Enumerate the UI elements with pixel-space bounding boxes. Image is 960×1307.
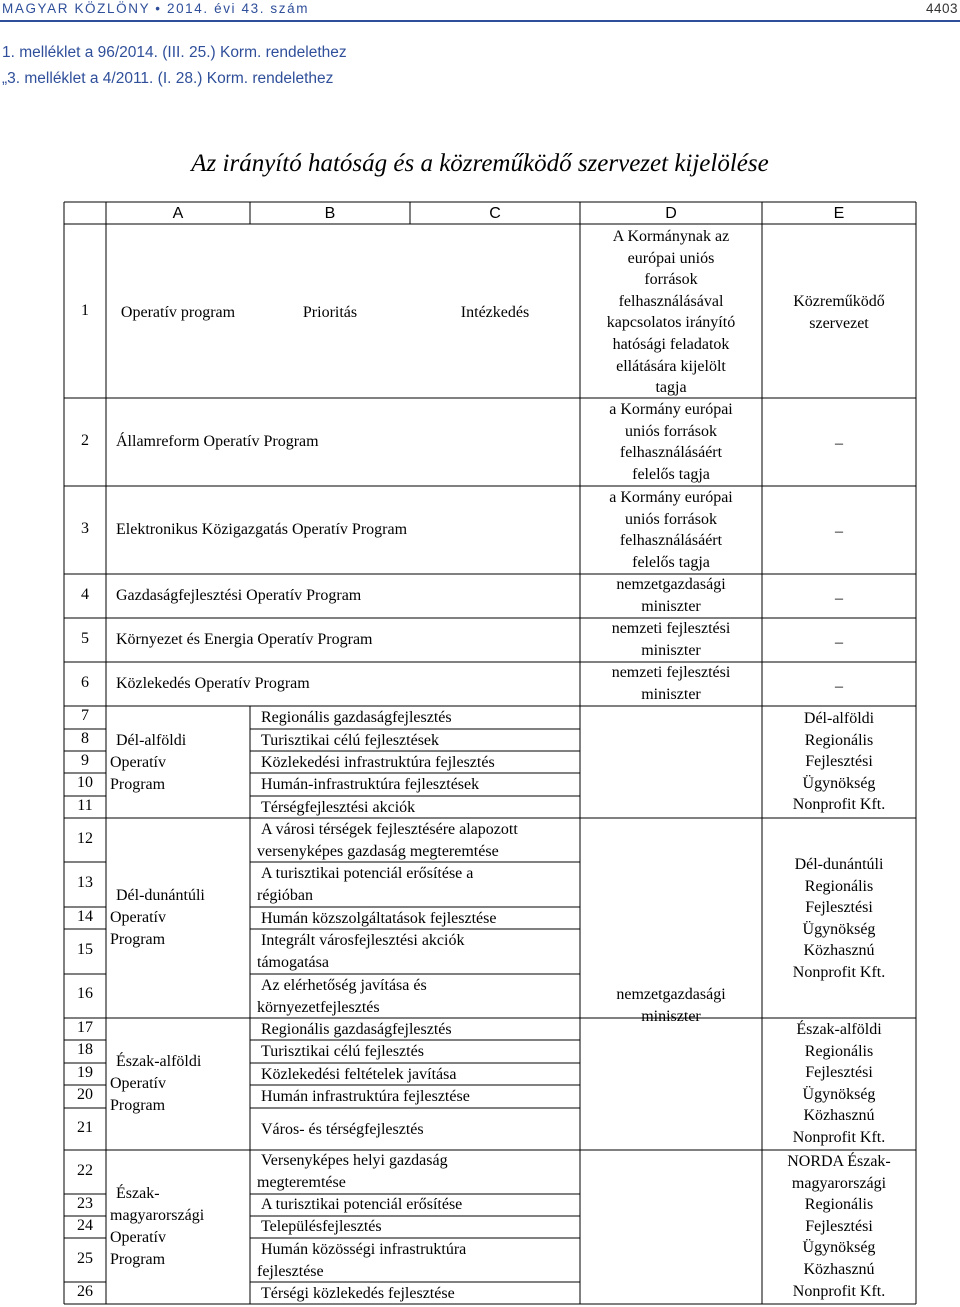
program-line: Észak-: [116, 1185, 160, 1202]
priority-cell: Humán-infrastruktúra fejlesztések: [261, 776, 480, 793]
row-number: 9: [81, 752, 89, 769]
program-line: Operatív: [110, 909, 166, 926]
agency-line: Nonprofit Kft.: [792, 963, 886, 981]
responsible-line: miniszter: [641, 597, 701, 615]
column-letter-b: B: [324, 205, 336, 222]
row-number: 7: [81, 707, 89, 724]
priority-line: versenyképes gazdaság megteremtése: [257, 843, 499, 860]
row-number: 1: [81, 302, 89, 319]
row-number: 17: [77, 1019, 93, 1036]
agency-line: Regionális: [804, 1042, 874, 1060]
priority-cell: Térségi közlekedés fejlesztése: [261, 1285, 455, 1302]
agency-line: Fejlesztési: [805, 753, 873, 771]
intermediate-body: –: [835, 435, 843, 452]
row-number: 6: [81, 674, 89, 691]
priority-cell: [257, 930, 465, 974]
annex-note-2: „3. melléklet a 4/2011. (I. 28.) Korm. rendelethez: [2, 70, 334, 87]
row-number: 10: [77, 774, 93, 791]
priority-cell: Város- és térségfejlesztés: [261, 1121, 424, 1138]
page-number: 4403: [925, 1, 958, 16]
program-line: Operatív: [110, 754, 166, 771]
row-number: 26: [77, 1283, 93, 1300]
priority-cell: Térségfejlesztési akciók: [261, 799, 416, 816]
program-line: Észak-alföldi: [116, 1053, 202, 1070]
priority-cell: [257, 819, 518, 863]
agency-line: Ügynökség: [802, 774, 876, 792]
agency-line: Regionális: [804, 1196, 874, 1214]
column-letter-c: C: [489, 205, 501, 222]
program-name: Gazdaságfejlesztési Operatív Program: [116, 587, 362, 604]
priority-line: A városi térségek fejlesztésére alapozott: [261, 821, 518, 838]
agency-line: Nonprofit Kft.: [792, 796, 886, 814]
responsible-line: felhasználásáért: [619, 444, 723, 462]
priority-line: Humán közösségi infrastruktúra: [261, 1241, 467, 1258]
program-line: Dél-dunántúli: [116, 887, 205, 904]
header-d-line: A Kormánynak az: [612, 228, 730, 245]
intermediate-body: –: [835, 590, 843, 607]
row-number: 12: [77, 830, 93, 847]
program-name: Államreform Operatív Program: [116, 433, 319, 450]
agency-line: Nonprofit Kft.: [792, 1282, 886, 1300]
publication-title: MAGYAR KÖZLÖNY • 2014. évi 43. szám: [2, 1, 310, 16]
responsible-line: uniós források: [625, 510, 717, 528]
annex-note-1: 1. melléklet a 96/2014. (III. 25.) Korm. rendelethez: [2, 44, 347, 61]
priority-cell: [257, 863, 474, 907]
program-line: Operatív: [110, 1075, 166, 1092]
row-number: 16: [77, 985, 93, 1002]
program-name: Környezet és Energia Operatív Program: [116, 631, 373, 648]
priority-cell: Regionális gazdaságfejlesztés: [261, 709, 452, 726]
header-d-line: európai uniós: [627, 249, 715, 267]
agency-line: Ügynökség: [802, 1085, 876, 1103]
program-line: Dél-alföldi: [116, 732, 187, 749]
priority-cell: Regionális gazdaságfejlesztés: [261, 1021, 452, 1038]
priority-line: Az elérhetőség javítása és: [261, 977, 427, 994]
program-line: Operatív: [110, 1229, 166, 1246]
header-rule: [0, 20, 960, 22]
agency-line: Ügynökség: [802, 1239, 876, 1257]
header-d-line: hatósági feladatok: [612, 335, 730, 353]
priority-cell: Humán infrastruktúra fejlesztése: [261, 1088, 470, 1105]
page-header: [0, 0, 960, 21]
header-operative-program: Operatív program: [120, 304, 236, 321]
row-number: 20: [77, 1086, 93, 1103]
row-number: 8: [81, 730, 89, 747]
row-number: 22: [77, 1162, 93, 1179]
row-number: 4: [81, 586, 89, 603]
row-number: 13: [77, 874, 93, 891]
header-d-line: források: [644, 271, 698, 289]
priority-line: támogatása: [257, 954, 329, 971]
program-line: magyarországi: [110, 1207, 205, 1224]
priority-cell: A turisztikai potenciál erősítése: [261, 1196, 463, 1213]
priority-cell: Közlekedési infrastruktúra fejlesztés: [261, 754, 495, 771]
header-e-line: szervezet: [809, 314, 869, 332]
priority-cell: [257, 1239, 467, 1283]
responsible-line: nemzeti fejlesztési: [611, 620, 731, 637]
responsible-line: felelős tagja: [632, 465, 710, 483]
agency-line: Regionális: [804, 731, 874, 749]
header-d-line: kapcsolatos irányító: [606, 314, 736, 332]
row-number: 5: [81, 630, 89, 647]
header-priority: Prioritás: [302, 304, 358, 321]
priority-line: régióban: [257, 887, 313, 904]
header-e-line: Közreműködő: [793, 293, 885, 310]
priority-cell: Településfejlesztés: [261, 1218, 382, 1235]
program-line: Program: [110, 1097, 166, 1114]
responsible-line: miniszter: [641, 685, 701, 703]
header-measure: Intézkedés: [460, 304, 530, 321]
header-d-line: tagja: [655, 379, 687, 397]
header-intermediate-body: [762, 291, 916, 334]
priority-cell: Turisztikai célú fejlesztés: [261, 1043, 424, 1060]
agency-line: Észak-alföldi: [796, 1021, 882, 1038]
priority-cell: Humán közszolgáltatások fejlesztése: [261, 910, 497, 927]
row-number: 2: [81, 432, 89, 449]
regional-responsible: [580, 984, 762, 1027]
program-line: Program: [110, 931, 166, 948]
agency-line: Regionális: [804, 877, 874, 895]
program-name: Elektronikus Közigazgatás Operatív Program: [116, 521, 408, 538]
priority-line: Integrált városfejlesztési akciók: [261, 932, 465, 949]
intermediate-body-del-dunantul: [762, 854, 916, 984]
intermediate-body: –: [835, 634, 843, 651]
intermediate-body-eszak-alfold: [762, 1019, 916, 1149]
priority-line: megteremtése: [257, 1174, 346, 1191]
agency-line: NORDA Észak-: [787, 1153, 891, 1170]
priority-line: A turisztikai potenciál erősítése a: [261, 865, 474, 882]
row-number: 24: [77, 1217, 93, 1234]
responsible-line: miniszter: [641, 641, 701, 659]
priority-cell: [257, 1150, 448, 1194]
header-responsible-member: [580, 226, 762, 399]
responsible-line: felelős tagja: [632, 553, 710, 571]
intermediate-body-del-alfold: [762, 708, 916, 816]
document-title: Az irányító hatóság és a közreműködő szervezet kijelölése: [191, 150, 769, 177]
program-name: Közlekedés Operatív Program: [116, 675, 310, 692]
program-line: Program: [110, 776, 166, 793]
intermediate-body: –: [835, 523, 843, 540]
responsible-line: a Kormány európai: [609, 401, 733, 418]
program-line: Program: [110, 1251, 166, 1268]
row-number: 19: [77, 1064, 93, 1081]
responsible-line: felhasználásáért: [619, 532, 723, 550]
row-number: 11: [77, 797, 93, 814]
column-letter-d: D: [665, 205, 677, 222]
agency-line: Nonprofit Kft.: [792, 1128, 886, 1146]
agency-line: magyarországi: [791, 1174, 887, 1192]
responsible-line: miniszter: [641, 1007, 701, 1025]
regional-program-del-dunantul: [110, 885, 205, 951]
agency-line: Dél-dunántúli: [794, 856, 884, 873]
agency-line: Fejlesztési: [805, 899, 873, 917]
row-number: 14: [77, 908, 93, 925]
row-number: 25: [77, 1250, 93, 1267]
priority-line: Versenyképes helyi gazdaság: [261, 1152, 448, 1169]
regional-program-eszak-magyarorszag: [110, 1183, 204, 1271]
priority-cell: Közlekedési feltételek javítása: [261, 1066, 457, 1083]
responsible-line: nemzetgazdasági: [616, 986, 726, 1003]
responsible-line: a Kormány európai: [609, 489, 733, 506]
agency-line: Ügynökség: [802, 920, 876, 938]
agency-line: Fejlesztési: [805, 1064, 873, 1082]
priority-cell: [257, 975, 427, 1019]
priority-line: környezetfejlesztés: [257, 999, 380, 1016]
header-d-line: felhasználásával: [618, 292, 724, 310]
row-number: 15: [77, 941, 93, 958]
regional-program-eszak-alfold: [110, 1051, 202, 1117]
intermediate-body: –: [835, 678, 843, 695]
priority-cell: Turisztikai célú fejlesztések: [261, 732, 440, 749]
row-number: 23: [77, 1195, 93, 1212]
agency-line: Közhasznú: [803, 1107, 875, 1125]
priority-line: fejlesztése: [257, 1263, 324, 1280]
column-letter-a: A: [172, 205, 184, 222]
intermediate-body-norda: [762, 1151, 916, 1302]
agency-line: Közhasznú: [803, 1260, 875, 1278]
regional-program-del-alfold: [110, 730, 187, 796]
agency-line: Közhasznú: [803, 942, 875, 960]
responsible-line: nemzeti fejlesztési: [611, 664, 731, 681]
row-number: 18: [77, 1041, 93, 1058]
agency-line: Dél-alföldi: [803, 710, 875, 727]
header-d-line: ellátására kijelölt: [616, 357, 726, 375]
column-letter-e: E: [833, 205, 845, 222]
row-number: 21: [77, 1119, 93, 1136]
agency-line: Fejlesztési: [805, 1217, 873, 1235]
row-number: 3: [81, 520, 89, 537]
responsible-line: uniós források: [625, 422, 717, 440]
responsible-line: nemzetgazdasági: [616, 576, 726, 593]
